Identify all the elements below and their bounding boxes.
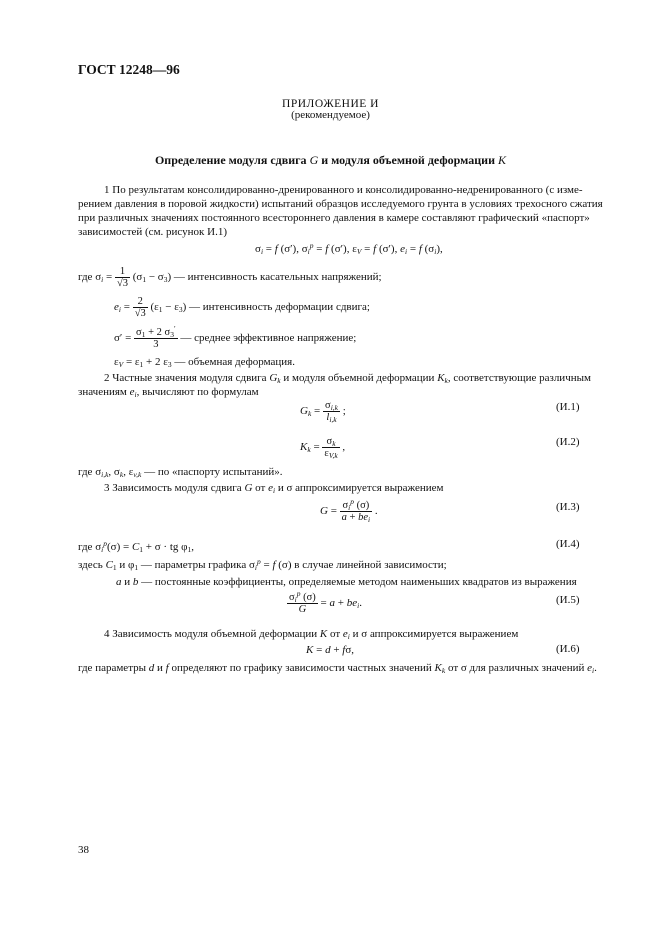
def-sigma-prime: σ′ = $\frac{\sigma_1 + 2 \sigma_3'}{3}$ — среднее эффективное напряжение; — [114, 324, 357, 350]
def-sigma-i: где $\sigma_i$ = $\frac{1}{√3}$ $(\sigma_1 - \sigma_3)$ — интенсивность касательных напряжений; — [78, 266, 382, 289]
eq-number-4: (И.4) — [556, 538, 580, 550]
eq-i2: $K_k$ = $\frac{\sigma_k}{\varepsilon_{V,k}}$ , — [300, 436, 346, 460]
para4-line: 4 Зависимость модуля объемной деформации K от $e_i$ и σ аппроксимируется выражением — [104, 628, 519, 641]
appendix-title: ПРИЛОЖЕНИЕ И — [282, 98, 379, 110]
para1-line2: рением давления в поровой жидкости) испытаний образцов исследуемого грунта в условиях трехосного сжатия — [78, 198, 603, 210]
def-eps-v: $\varepsilon_V = \varepsilon_1 + 2$ $\varepsilon_3$ — объемная деформация. — [114, 356, 295, 369]
para1-line3: при различных значениях постоянного всестороннего давления в камере составляют графический «паспорт» — [78, 212, 590, 224]
para3-line: 3 Зависимость модуля сдвига G от $e_i$ и σ аппроксимируется выражением — [104, 482, 444, 495]
eq-number-2: (И.2) — [556, 436, 580, 448]
para2-where: где $\sigma_{i,k}$, $\sigma_k$, $\varepsilon_{v,k}$ — по «паспорту испытаний». — [78, 466, 283, 479]
para2-line1: 2 Частные значения модуля сдвига $G_k$ и модуля объемной деформации $K_k$, соответствующие различным — [104, 372, 591, 385]
page-number: 38 — [78, 844, 89, 856]
eq-i5: $\frac{\sigma_i^p (\sigma)}{G}$ = $a + be_i$. — [289, 589, 362, 615]
eq-i6: K = d + fσ, — [306, 644, 355, 656]
para2-line2: значениям $e_i$, вычисляют по формулам — [78, 386, 259, 399]
para4-last: где параметры d и f определяют по графику зависимости частных значений $K_k$ от σ для различных значений $e_i$. — [78, 662, 597, 675]
para1-line4: зависимостей (см. рисунок И.1) — [78, 226, 227, 238]
ab-line: a и b — постоянные коэффициенты, определяемые методом наименьших квадратов из выражения — [116, 576, 577, 588]
eq-number-5: (И.5) — [556, 594, 580, 606]
appendix-subtitle: (рекомендуемое) — [291, 109, 370, 121]
eq-number-3: (И.3) — [556, 501, 580, 513]
eq-i3: G = $\frac{\sigma_i^p (\sigma)}{a + be_i}$ . — [320, 497, 378, 524]
def-e-i: $e_i$ = $\frac{2}{√3}$ $(\varepsilon_1 - \varepsilon_3)$ — интенсивность деформации сдвига; — [114, 296, 370, 319]
eq-i1: $G_k$ = $\frac{\sigma_{i,k}}{l_{i,k}}$ ; — [300, 400, 346, 424]
eq-number-1: (И.1) — [556, 401, 580, 413]
document-id: ГОСТ 12248—96 — [78, 62, 180, 77]
params-line: здесь $C_1$ и $\varphi_1$ — параметры графика $\sigma_i^p = f$ (σ) в случае линейной зависимости; — [78, 557, 447, 572]
eq-i4: где $\sigma_i^p(\sigma) = C_1 + \sigma$ · tg $\varphi_1$, — [78, 539, 194, 554]
section-title: Определение модуля сдвига G и модуля объемной деформации K — [154, 153, 507, 167]
passport-formula: $\sigma_i = f$ (σ′), $\sigma_i^p = f$ (σ′), $\varepsilon_V = f$ (σ′), $e_i = f$ $(\sigma_i)$, — [255, 241, 443, 256]
para1-line1: 1 По результатам консолидированно-дренированного и консолидированно-недренированного (с изме- — [104, 184, 583, 196]
eq-number-6: (И.6) — [556, 643, 580, 655]
